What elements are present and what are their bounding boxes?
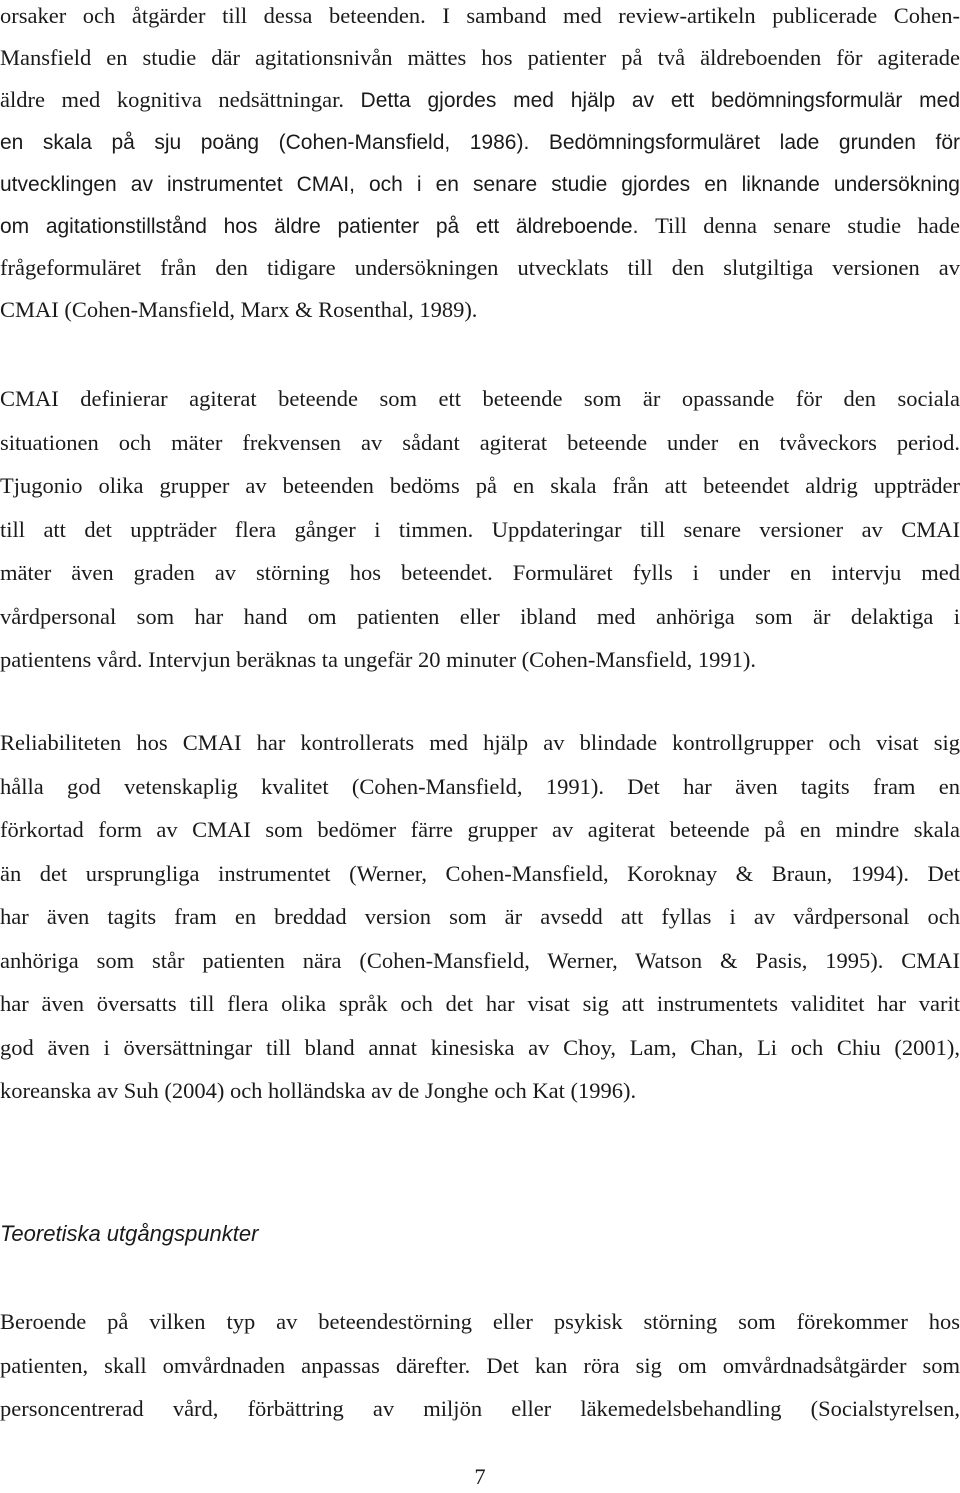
body-paragraph-4: [0, 1300, 960, 1431]
text-line: anhöriga som står patienten nära (Cohen-Mansfield, Werner, Watson & Pasis, 1995). CMAI: [0, 947, 960, 973]
text-line: [0, 37, 960, 79]
body-paragraph-1: [0, 0, 960, 331]
text-segment: Mansfield en studie där agitationsnivån mättes hos patienter på två äldreboenden för agiterade: [0, 45, 960, 70]
text-segment: utvecklingen av instrumentet CMAI, och i en senare studie gjordes en liknande undersökning: [0, 173, 960, 196]
text-line: har även tagits fram en breddad version som är avsedd att fyllas i av vårdpersonal och: [0, 904, 960, 929]
text-line: hålla god vetenskaplig kvalitet (Cohen-Mansfield, 1991). Det har även tagits fram en: [0, 773, 960, 799]
text-line: mäter även graden av störning hos beteendet. Formuläret fylls i under en intervju med: [0, 560, 960, 585]
text-line: [0, 289, 960, 331]
text-line: god även i översättningar till bland annat kinesiska av Choy, Lam, Chan, Li och Chiu (2001),: [0, 1034, 960, 1060]
text-line: Reliabiliteten hos CMAI har kontrollerats med hjälp av blindade kontrollgrupper och visat sig: [0, 730, 960, 755]
text-line: än det ursprungliga instrumentet (Werner, Cohen-Mansfield, Koroknay & Braun, 1994). Det: [0, 860, 960, 886]
page-number: 7: [474, 1464, 486, 1489]
body-paragraph-3: [0, 721, 960, 1113]
text-line: patienten, skall omvårdnaden anpassas därefter. Det kan röra sig om omvårdnadsåtgärder som: [0, 1352, 960, 1378]
text-line: till att det uppträder flera gånger i timmen. Uppdateringar till senare versioner av CMAI: [0, 516, 960, 542]
text-segment: Bedömningsformuläret lade grunden för: [548, 131, 960, 154]
text-line: [0, 0, 960, 37]
text-line: [0, 79, 960, 121]
text-segment: om agitationstillstånd hos äldre patienter på ett äldreboende.: [0, 215, 656, 238]
text-segment: en skala på sju poäng (Cohen-Mansfield, 1986).: [0, 131, 549, 154]
text-segment: orsaker och åtgärder till dessa beteenden. I samband med review-artikeln publicerade Cohen-: [0, 3, 960, 28]
text-line: förkortad form av CMAI som bedömer färre grupper av agiterat beteende på en mindre skala: [0, 817, 960, 842]
text-line: personcentrerad vård, förbättring av miljön eller läkemedelsbehandling (Socialstyrelsen,: [0, 1396, 960, 1421]
text-segment: Detta gjordes med hjälp av ett bedömningsformulär med: [360, 89, 960, 112]
section-heading: Teoretiska utgångspunkter: [0, 1221, 259, 1246]
text-line: Beroende på vilken typ av beteendestörning eller psykisk störning som förekommer hos: [0, 1309, 960, 1334]
text-line: vårdpersonal som har hand om patienten eller ibland med anhöriga som är delaktiga i: [0, 603, 960, 629]
text-line: Tjugonio olika grupper av beteenden bedöms på en skala från att beteendet aldrig uppträder: [0, 473, 960, 498]
text-line: koreanska av Suh (2004) och holländska av de Jonghe och Kat (1996).: [0, 1078, 637, 1103]
text-line: [0, 205, 960, 247]
text-line: [0, 121, 960, 163]
text-line: CMAI definierar agiterat beteende som ett beteende som är opassande för den sociala: [0, 386, 960, 411]
text-line: har även översatts till flera olika språk och det har visat sig att instrumentets validitet har varit: [0, 991, 960, 1016]
text-segment: CMAI (Cohen-Mansfield, Marx & Rosenthal, 1989).: [0, 297, 478, 322]
body-paragraph-2: [0, 377, 960, 682]
text-segment: frågeformuläret från den tidigare undersökningen utvecklats till den slutgiltiga versionen av: [0, 255, 960, 280]
text-line: situationen och mäter frekvensen av sådant agiterat beteende under en tvåveckors period.: [0, 429, 960, 455]
text-segment: Till denna senare studie hade: [655, 213, 960, 238]
text-line: [0, 247, 960, 289]
text-line: [0, 163, 960, 205]
text-segment: äldre med kognitiva nedsättningar.: [0, 87, 361, 112]
text-line: patientens vård. Intervjun beräknas ta ungefär 20 minuter (Cohen-Mansfield, 1991).: [0, 647, 757, 672]
